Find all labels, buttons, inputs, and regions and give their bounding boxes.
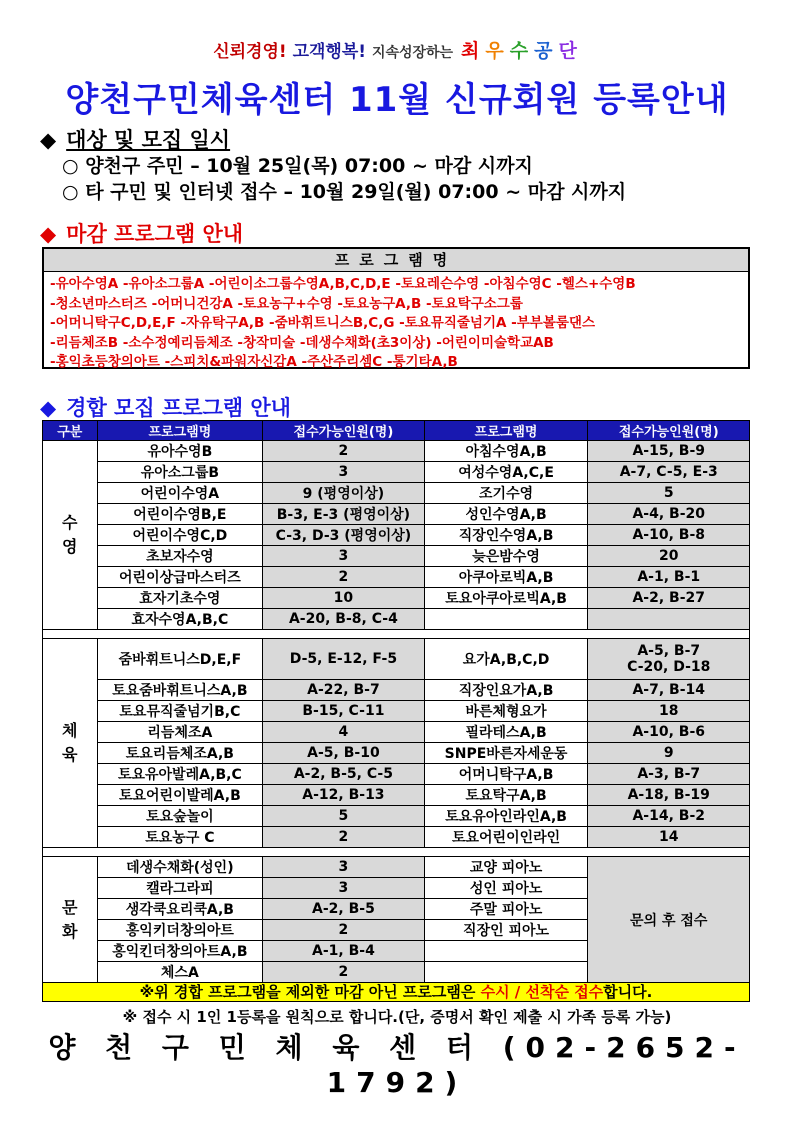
capacity-cell: 9 (평영이상) bbox=[263, 483, 424, 504]
table-row bbox=[43, 701, 750, 722]
capacity-cell: 14 bbox=[588, 827, 750, 848]
program-name-cell bbox=[424, 609, 588, 630]
program-name-cell: 토요유아발레A,B,C bbox=[97, 764, 263, 785]
capacity-cell: 3 bbox=[263, 462, 424, 483]
capacity-cell: A-1, B-4 bbox=[263, 941, 424, 962]
table-row bbox=[43, 639, 750, 680]
program-name-cell: 토요아쿠아로빅A,B bbox=[424, 588, 588, 609]
capacity-cell: 10 bbox=[263, 588, 424, 609]
brand-char: 우 bbox=[485, 40, 506, 62]
table-row bbox=[43, 462, 750, 483]
capacity-cell: 3 bbox=[263, 546, 424, 567]
capacity-cell: 5 bbox=[588, 483, 750, 504]
closed-programs-box bbox=[42, 247, 750, 369]
capacity-cell: A-1, B-1 bbox=[588, 567, 750, 588]
capacity-cell: C-3, D-3 (평영이상) bbox=[263, 525, 424, 546]
capacity-cell: 9 bbox=[588, 743, 750, 764]
closed-program-list bbox=[44, 272, 748, 376]
col-header: 프로그램명 bbox=[97, 421, 263, 441]
table-row bbox=[43, 588, 750, 609]
program-name-cell: 유아수영B bbox=[97, 441, 263, 462]
capacity-cell: A-5, B-7 C-20, D-18 bbox=[588, 639, 750, 680]
brand-char: 수 bbox=[509, 40, 531, 62]
col-header: 프로그램명 bbox=[424, 421, 588, 441]
capacity-cell: A-10, B-8 bbox=[588, 525, 750, 546]
program-name-cell: 토요탁구A,B bbox=[424, 785, 588, 806]
notice-text: ※위 경합 프로그램을 제외한 마감 아닌 프로그램은 bbox=[139, 983, 481, 1001]
competitive-programs-table bbox=[42, 420, 750, 983]
program-name-cell: 토요유아인라인A,B bbox=[424, 806, 588, 827]
spacer-cell bbox=[43, 848, 750, 857]
capacity-cell: B-15, C-11 bbox=[263, 701, 424, 722]
table-header-row bbox=[43, 421, 750, 441]
program-name-cell: 효자기초수영 bbox=[97, 588, 263, 609]
diamond-bullet-icon: ◆ bbox=[40, 128, 57, 152]
program-name-cell: 홍익킨더창의아트A,B bbox=[97, 941, 263, 962]
table-row bbox=[43, 806, 750, 827]
capacity-cell: A-2, B-27 bbox=[588, 588, 750, 609]
table-row bbox=[43, 764, 750, 785]
closed-program-line: -유아수영A -유아소그룹A -어린이소그룹수영A,B,C,D,E -토요레슨수영 -아침수영C -헬스+수영B bbox=[50, 276, 636, 292]
section-competitive-heading bbox=[40, 392, 291, 422]
table-row bbox=[43, 609, 750, 630]
program-name-cell: 직장인요가A,B bbox=[424, 680, 588, 701]
table-row bbox=[43, 567, 750, 588]
slogan bbox=[0, 36, 794, 63]
table-row bbox=[43, 525, 750, 546]
closed-program-line: -어머니탁구C,D,E,F -자유탁구A,B -줌바휘트니스B,C,G -토요뮤직줄넘기A -부부볼룸댄스 bbox=[50, 315, 596, 331]
section-title: 마감 프로그램 안내 bbox=[66, 222, 244, 246]
table-row bbox=[43, 546, 750, 567]
capacity-cell: A-14, B-2 bbox=[588, 806, 750, 827]
program-name-cell: 직장인수영A,B bbox=[424, 525, 588, 546]
table-row bbox=[43, 827, 750, 848]
section-target-heading bbox=[40, 124, 230, 154]
program-name-cell: 초보자수영 bbox=[97, 546, 263, 567]
slogan-part2: 고객행복! bbox=[292, 42, 367, 62]
schedule-line-others: ○ 타 구민 및 인터넷 접수 – 10월 29일(월) 07:00 ~ 마감 시까지 bbox=[62, 181, 627, 203]
table-row bbox=[43, 680, 750, 701]
capacity-cell bbox=[588, 609, 750, 630]
capacity-cell: 2 bbox=[263, 441, 424, 462]
category-cell: 수 영 bbox=[43, 441, 98, 630]
section-closed-heading bbox=[40, 218, 243, 248]
capacity-cell: D-5, E-12, F-5 bbox=[263, 639, 424, 680]
program-name-cell: 어린이수영A bbox=[97, 483, 263, 504]
group-spacer bbox=[43, 848, 750, 857]
program-name-cell: 토요줌바휘트니스A,B bbox=[97, 680, 263, 701]
closed-program-line: -홍익초등창의아트 -스피치&파워자신감A -주산주리셈C -통기타A,B bbox=[50, 354, 458, 370]
program-name-cell: 어린이상급마스터즈 bbox=[97, 567, 263, 588]
spacer-cell bbox=[43, 630, 750, 639]
capacity-cell: A-12, B-13 bbox=[263, 785, 424, 806]
capacity-cell: A-5, B-10 bbox=[263, 743, 424, 764]
capacity-cell: A-18, B-19 bbox=[588, 785, 750, 806]
program-name-cell: 어린이수영B,E bbox=[97, 504, 263, 525]
schedule-line-resident: ○ 양천구 주민 – 10월 25일(목) 07:00 ~ 마감 시까지 bbox=[62, 155, 533, 177]
program-name-cell: 데생수채화(성인) bbox=[97, 857, 263, 878]
program-name-cell: 여성수영A,C,E bbox=[424, 462, 588, 483]
program-name-cell: 어린이수영C,D bbox=[97, 525, 263, 546]
program-name-cell: 성인수영A,B bbox=[424, 504, 588, 525]
program-name-cell: 주말 피아노 bbox=[424, 899, 588, 920]
brand-char: 공 bbox=[534, 40, 555, 62]
program-name-cell: 체스A bbox=[97, 962, 263, 983]
section-title: 경합 모집 프로그램 안내 bbox=[66, 396, 291, 420]
table-row bbox=[43, 785, 750, 806]
inquiry-note-cell: 문의 후 접수 bbox=[588, 857, 750, 983]
capacity-cell: 5 bbox=[263, 806, 424, 827]
program-name-cell: 캘라그라피 bbox=[97, 878, 263, 899]
program-name-cell: 성인 피아노 bbox=[424, 878, 588, 899]
program-name-cell: 토요어린이발레A,B bbox=[97, 785, 263, 806]
capacity-cell: B-3, E-3 (평영이상) bbox=[263, 504, 424, 525]
category-cell: 문 화 bbox=[43, 857, 98, 983]
table-row bbox=[43, 483, 750, 504]
program-name-cell: 바른체형요가 bbox=[424, 701, 588, 722]
notice-text-end: 합니다. bbox=[603, 983, 653, 1001]
capacity-cell: 2 bbox=[263, 567, 424, 588]
table-row bbox=[43, 722, 750, 743]
brand-logo bbox=[459, 40, 581, 62]
program-name-cell bbox=[424, 962, 588, 983]
program-name-cell: 요가A,B,C,D bbox=[424, 639, 588, 680]
capacity-cell: 4 bbox=[263, 722, 424, 743]
program-name-cell: 어머니탁구A,B bbox=[424, 764, 588, 785]
program-name-cell: 홍익키더창의아트 bbox=[97, 920, 263, 941]
program-name-cell: SNPE바른자세운동 bbox=[424, 743, 588, 764]
capacity-cell: 20 bbox=[588, 546, 750, 567]
group-spacer bbox=[43, 630, 750, 639]
footer-contact: 양 천 구 민 체 육 센 터 (02-2652-1792) bbox=[48, 1031, 746, 1099]
notice-highlight: 수시 / 선착순 접수 bbox=[480, 983, 604, 1001]
program-name-cell: 생각쿡요리쿡A,B bbox=[97, 899, 263, 920]
capacity-cell: 2 bbox=[263, 920, 424, 941]
program-name-cell: 토요어린이인라인 bbox=[424, 827, 588, 848]
slogan-part1: 신뢰경영! bbox=[213, 42, 287, 62]
capacity-cell: A-2, B-5 bbox=[263, 899, 424, 920]
brand-char: 단 bbox=[558, 40, 579, 62]
table-row bbox=[43, 441, 750, 462]
category-cell: 체 육 bbox=[43, 639, 98, 848]
capacity-cell: 2 bbox=[263, 962, 424, 983]
capacity-cell: 3 bbox=[263, 878, 424, 899]
program-name-cell: 조기수영 bbox=[424, 483, 588, 504]
col-header: 접수가능인원(명) bbox=[263, 421, 424, 441]
registration-note: ※ 접수 시 1인 1등록을 원칙으로 합니다.(단, 증명서 확인 제출 시 가족 등록 가능) bbox=[122, 1008, 672, 1026]
notice-banner bbox=[42, 982, 750, 1002]
program-name-cell: 아쿠아로빅A,B bbox=[424, 567, 588, 588]
table-row bbox=[43, 857, 750, 878]
box-header: 프로그램명 bbox=[44, 249, 748, 272]
col-header: 접수가능인원(명) bbox=[588, 421, 750, 441]
capacity-cell: A-7, C-5, E-3 bbox=[588, 462, 750, 483]
program-name-cell: 늦은밤수영 bbox=[424, 546, 588, 567]
brand-char: 최 bbox=[461, 40, 482, 62]
diamond-bullet-icon: ◆ bbox=[40, 222, 57, 246]
program-name-cell: 리듬체조A bbox=[97, 722, 263, 743]
capacity-cell: A-3, B-7 bbox=[588, 764, 750, 785]
program-name-cell: 유아소그룹B bbox=[97, 462, 263, 483]
table-row bbox=[43, 504, 750, 525]
col-header: 구분 bbox=[43, 421, 98, 441]
section-title: 대상 및 모집 일시 bbox=[66, 128, 231, 152]
capacity-cell: 3 bbox=[263, 857, 424, 878]
closed-program-line: -청소년마스터즈 -어머니건강A -토요농구+수영 -토요농구A,B -토요탁구소그룹 bbox=[50, 295, 523, 312]
capacity-cell: 2 bbox=[263, 827, 424, 848]
page-title: 양천구민체육센터 11월 신규회원 등록안내 bbox=[65, 80, 729, 120]
capacity-cell: A-7, B-14 bbox=[588, 680, 750, 701]
diamond-bullet-icon: ◆ bbox=[40, 396, 57, 420]
capacity-cell: A-15, B-9 bbox=[588, 441, 750, 462]
program-name-cell: 토요뮤직줄넘기B,C bbox=[97, 701, 263, 722]
program-name-cell bbox=[424, 941, 588, 962]
program-name-cell: 필라테스A,B bbox=[424, 722, 588, 743]
slogan-part3: 지속성장하는 bbox=[371, 45, 454, 61]
capacity-cell: A-20, B-8, C-4 bbox=[263, 609, 424, 630]
table-row bbox=[43, 743, 750, 764]
capacity-cell: 18 bbox=[588, 701, 750, 722]
program-name-cell: 효자수영A,B,C bbox=[97, 609, 263, 630]
program-name-cell: 토요리듬체조A,B bbox=[97, 743, 263, 764]
capacity-cell: A-2, B-5, C-5 bbox=[263, 764, 424, 785]
program-name-cell: 토요숲놀이 bbox=[97, 806, 263, 827]
capacity-cell: A-10, B-6 bbox=[588, 722, 750, 743]
program-name-cell: 토요농구 C bbox=[97, 827, 263, 848]
program-name-cell: 직장인 피아노 bbox=[424, 920, 588, 941]
capacity-cell: A-22, B-7 bbox=[263, 680, 424, 701]
capacity-cell: A-4, B-20 bbox=[588, 504, 750, 525]
program-name-cell: 교양 피아노 bbox=[424, 857, 588, 878]
program-name-cell: 아침수영A,B bbox=[424, 441, 588, 462]
closed-program-line: -리듬체조B -소수정예리듬체조 -창작미술 -데생수채화(초3이상) -어린이미술학교AB bbox=[50, 334, 554, 351]
program-name-cell: 줌바휘트니스D,E,F bbox=[97, 639, 263, 680]
